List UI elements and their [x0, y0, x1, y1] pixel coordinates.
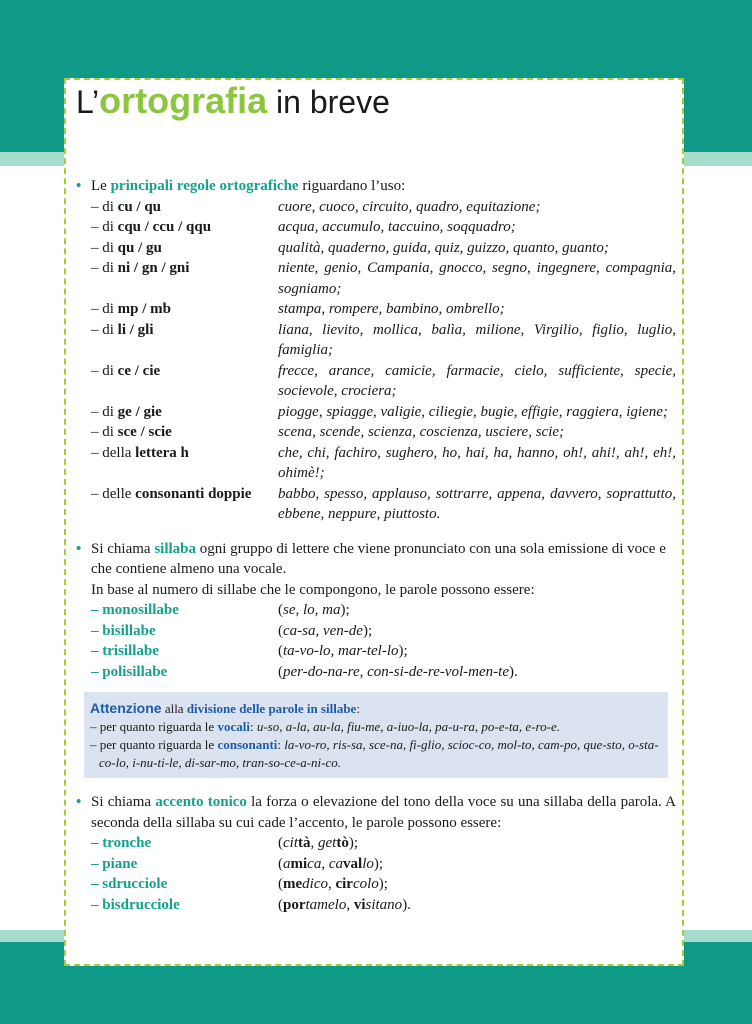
syllable-type-row: – bisillabe (ca-sa, ven-de); — [91, 622, 373, 639]
rule-examples: babbo, spesso, applauso, sottrarre, appena, davvero, soprattutto, ebbene, neppure, piuttosto. — [278, 485, 676, 522]
title-prefix: L’ — [76, 84, 100, 120]
bullet-icon: • — [76, 540, 82, 557]
rule-examples: frecce, arance, camicie, farmacie, cielo, sufficiente, specie, socievole, crociera; — [278, 362, 676, 399]
rule-row: – di cqu / ccu / qqu acqua, accumulo, taccuino, soqquadro; — [76, 217, 676, 238]
rule-row: – di sce / scie scena, scende, scienza, coscienza, usciere, scie; — [76, 422, 676, 443]
syllable-intro: In base al numero di sillabe che le compongono, le parole possono essere: — [91, 581, 535, 598]
rule-examples: scena, scende, scienza, coscienza, usciere, scie; — [278, 424, 565, 440]
rule-examples: piogge, spiagge, valigie, ciliegie, bugie, effigie, raggiera, igiene; — [278, 403, 668, 420]
rule-row: – della lettera h che, chi, fachiro, sughero, ho, hai, ha, hanno, oh!, ahi!, ah!, eh!, ohimè!; — [76, 443, 676, 484]
rule-row: – di mp / mb stampa, rompere, bambino, ombrello; — [76, 299, 676, 320]
rule-examples: che, chi, fachiro, sughero, ho, hai, ha, hanno, oh!, ahi!, ah!, eh!, ohimè!; — [278, 444, 676, 481]
intro-highlight: principali regole ortografiche — [110, 178, 299, 194]
accent-type-row: – tronche (città, gettò); — [91, 835, 358, 851]
rules-intro: • Le principali regole ortografiche riguardano l’uso: — [76, 176, 676, 197]
accent-type-row: – bisdrucciole (portamelo, visitano). — [91, 896, 411, 913]
rule-examples: acqua, accumulo, taccuino, soqquadro; — [278, 219, 516, 235]
title-accent: ortografia — [99, 80, 268, 121]
page-title — [76, 80, 390, 122]
rule-examples: cuore, cuoco, circuito, quadro, equitazione; — [278, 198, 541, 215]
rule-examples: liana, lievito, mollica, balìa, milione, Virgilio, figlio, luglio, famiglia; — [278, 321, 676, 358]
main-content — [76, 176, 676, 915]
rule-row: – di ge / gie piogge, spiagge, valigie, ciliegie, bugie, effigie, raggiera, igiene; — [76, 402, 676, 423]
attention-label: Attenzione — [90, 700, 162, 716]
bullet-icon: • — [76, 178, 82, 194]
rule-examples: stampa, rompere, bambino, ombrello; — [278, 301, 505, 317]
attention-box — [84, 692, 668, 778]
attention-consonants: – per quanto riguarda le consonanti: la-vo-ro, ris-sa, sce-na, fi-glio, scioc-co, mol-to, cam-po, que-sto, o-sta-co-lo, i-nu-ti-le, di-sar-mo, tran-so-ce-a-ni-co. — [90, 737, 659, 770]
accent-type-row: – sdrucciole (medico, circolo); — [91, 876, 388, 892]
rule-row: – di cu / qu cuore, cuoco, circuito, quadro, equitazione; — [76, 197, 676, 218]
rule-row: – di ce / cie frecce, arance, camicie, farmacie, cielo, sufficiente, specie, socievole, crociera; — [76, 361, 676, 402]
rule-row: – di ni / gn / gni niente, genio, Campania, gnocco, segno, ingegnere, compagnia, sogniamo; — [76, 258, 676, 299]
rule-row: – delle consonanti doppie babbo, spesso, applauso, sottrarre, appena, davvero, soprattutto, ebbene, neppure, piuttosto. — [76, 484, 676, 525]
accent-type-row: – piane (amica, cavallo); — [91, 855, 384, 872]
attention-heading: Attenzione alla divisione delle parole in sillabe: — [90, 700, 360, 716]
rule-row: – di qu / gu qualità, quaderno, guida, quiz, guizzo, quanto, guanto; — [76, 238, 676, 259]
rule-row: – di li / gli liana, lievito, mollica, balìa, milione, Virgilio, figlio, luglio, famiglia; — [76, 320, 676, 361]
rule-examples: qualità, quaderno, guida, quiz, guizzo, quanto, guanto; — [278, 239, 609, 256]
syllable-type-row: – polisillabe (per-do-na-re, con-si-de-re-vol-men-te). — [91, 663, 518, 680]
accent-highlight: accento tonico — [155, 794, 247, 810]
syllable-definition: • Si chiama sillaba ogni gruppo di lettere che viene pronunciato con una sola emissione di voce e che contiene almeno una vocale. — [76, 540, 666, 577]
rule-examples: niente, genio, Campania, gnocco, segno, ingegnere, compagnia, sogniamo; — [278, 260, 676, 297]
accent-definition: • Si chiama accento tonico la forza o elevazione del tono della voce su una sillaba della parola. A seconda della sillaba su cui cade l’accento, le parole possono essere: — [76, 794, 676, 831]
bullet-icon: • — [76, 794, 82, 810]
syllable-type-row: – monosillabe (se, lo, ma); — [91, 602, 350, 618]
attention-vowels: – per quanto riguarda le vocali: u-so, a-la, au-la, fiu-me, a-iuo-la, pa-u-ra, po-e-ta, e-ro-e. — [90, 719, 560, 734]
title-suffix: in breve — [267, 84, 390, 120]
syllable-highlight: sillaba — [154, 540, 197, 557]
syllable-type-row: – trisillabe (ta-vo-lo, mar-tel-lo); — [91, 643, 408, 659]
